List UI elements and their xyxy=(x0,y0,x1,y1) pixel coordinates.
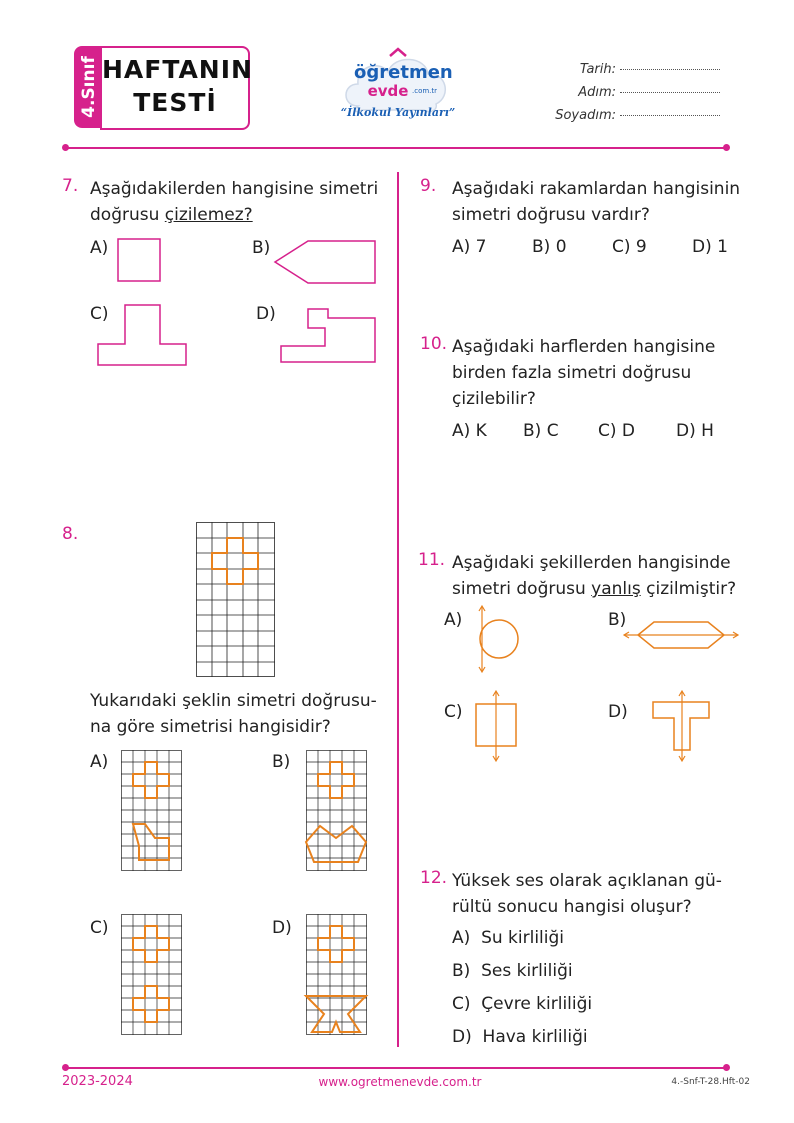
q7-option-a[interactable]: A) xyxy=(90,238,109,258)
q8-option-a-grid xyxy=(121,750,185,874)
q12-option-d[interactable]: D) Hava kirliliği xyxy=(452,1027,588,1047)
q9-text-line-1: Aşağıdaki rakamlardan hangisinin xyxy=(452,179,741,199)
q8-option-d-grid xyxy=(306,914,370,1038)
q7-text xyxy=(90,176,390,228)
q11-option-d[interactable]: D) xyxy=(608,702,628,722)
q7-shape-t xyxy=(97,304,189,368)
logo-text-1: öğretmen xyxy=(354,62,453,83)
q7-option-d[interactable]: D) xyxy=(256,304,276,324)
footer-code: 4.-Snf-T-28.Hft-02 xyxy=(671,1077,750,1087)
q9-number: 9. xyxy=(420,176,437,196)
title-line-1: HAFTANIN xyxy=(102,55,253,84)
q12-text-line-1: Yüksek ses olarak açıklanan gü- xyxy=(452,871,722,891)
date-label: Tarih: xyxy=(579,62,616,77)
logo xyxy=(340,44,456,130)
q9-option-c[interactable]: C) 9 xyxy=(612,237,647,257)
q10-option-a[interactable]: A) K xyxy=(452,421,487,441)
q12-number: 12. xyxy=(420,868,448,888)
surname-field[interactable] xyxy=(530,108,720,123)
q9-option-d[interactable]: D) 1 xyxy=(692,237,728,257)
q10-option-c[interactable]: C) D xyxy=(598,421,635,441)
q9-text-line-2: simetri doğrusu vardır? xyxy=(452,205,650,225)
q11-shape-hexagon xyxy=(622,618,740,652)
header-divider-dot-right xyxy=(723,144,730,151)
q8-option-c-grid xyxy=(121,914,185,1038)
q8-grid-figure xyxy=(196,522,278,680)
q11-option-c[interactable]: C) xyxy=(444,702,463,722)
name-field[interactable] xyxy=(530,85,720,100)
q11-option-a[interactable]: A) xyxy=(444,610,463,630)
q7-option-c[interactable]: C) xyxy=(90,304,109,324)
q10-text-line-1: Aşağıdaki harflerden hangisine xyxy=(452,337,716,357)
q7-option-b[interactable]: B) xyxy=(252,238,271,258)
grade-tab-label: 4.Sınıf xyxy=(79,56,99,118)
q8-text-line-1: Yukarıdaki şeklin simetri doğrusu- xyxy=(90,691,377,711)
q8-number: 8. xyxy=(62,524,79,544)
q12-text-line-2: rültü sonucu hangisi oluşur? xyxy=(452,897,692,917)
logo-subtitle: “İlkokul Yayınları” xyxy=(340,106,456,119)
q9-text xyxy=(452,176,752,228)
q8-text xyxy=(90,688,390,740)
q9-option-a[interactable]: A) 7 xyxy=(452,237,487,257)
q10-option-d[interactable]: D) H xyxy=(676,421,714,441)
q12-text xyxy=(452,868,752,920)
logo-domain: .com.tr xyxy=(412,87,438,95)
header-divider-dot-left xyxy=(62,144,69,151)
q11-text xyxy=(452,550,752,602)
q10-number: 10. xyxy=(420,334,448,354)
q10-text-line-2: birden fazla simetri doğrusu xyxy=(452,363,692,383)
q11-number: 11. xyxy=(418,550,446,570)
q12-option-a[interactable]: A) Su kirliliği xyxy=(452,928,565,948)
q12-option-c[interactable]: C) Çevre kirliliği xyxy=(452,994,593,1014)
q11-text-line-2: simetri doğrusu yanlış çizilmiştir? xyxy=(452,579,737,599)
footer-website[interactable]: www.ogretmenevde.com.tr xyxy=(318,1075,482,1089)
q8-option-b[interactable]: B) xyxy=(272,752,291,772)
q11-shape-t xyxy=(652,690,712,762)
header-divider xyxy=(66,147,726,149)
name-label: Adım: xyxy=(578,85,616,100)
q11-shape-circle xyxy=(472,604,522,674)
date-field[interactable] xyxy=(530,62,720,77)
q8-option-c[interactable]: C) xyxy=(90,918,109,938)
q7-text-line-1: Aşağıdakilerden hangisine simetri xyxy=(90,179,379,199)
title-line-2: TESTİ xyxy=(133,88,217,117)
q10-text xyxy=(452,334,752,412)
q7-shape-pentagon xyxy=(274,240,378,286)
q11-shape-square xyxy=(474,690,518,762)
surname-label: Soyadım: xyxy=(555,108,616,123)
q12-option-b[interactable]: B) Ses kirliliği xyxy=(452,961,573,981)
q9-option-b[interactable]: B) 0 xyxy=(532,237,567,257)
footer-divider-dot-left xyxy=(62,1064,69,1071)
q10-text-line-3: çizilebilir? xyxy=(452,389,536,409)
q8-option-a[interactable]: A) xyxy=(90,752,109,772)
q7-number: 7. xyxy=(62,176,79,196)
q11-option-b[interactable]: B) xyxy=(608,610,627,630)
q7-text-line-2: doğrusu çizilemez? xyxy=(90,205,253,225)
q10-option-b[interactable]: B) C xyxy=(523,421,559,441)
logo-text-2: evde xyxy=(367,82,409,100)
q7-shape-square xyxy=(117,238,163,284)
q8-option-d[interactable]: D) xyxy=(272,918,292,938)
footer-year: 2023-2024 xyxy=(62,1074,133,1089)
q11-text-line-1: Aşağıdaki şekillerden hangisinde xyxy=(452,553,731,573)
q8-option-b-grid xyxy=(306,750,370,874)
q7-shape-irregular xyxy=(280,308,378,366)
q8-text-line-2: na göre simetrisi hangisidir? xyxy=(90,717,331,737)
footer-divider-dot-right xyxy=(723,1064,730,1071)
footer-divider xyxy=(66,1067,726,1069)
column-divider xyxy=(397,172,399,1047)
